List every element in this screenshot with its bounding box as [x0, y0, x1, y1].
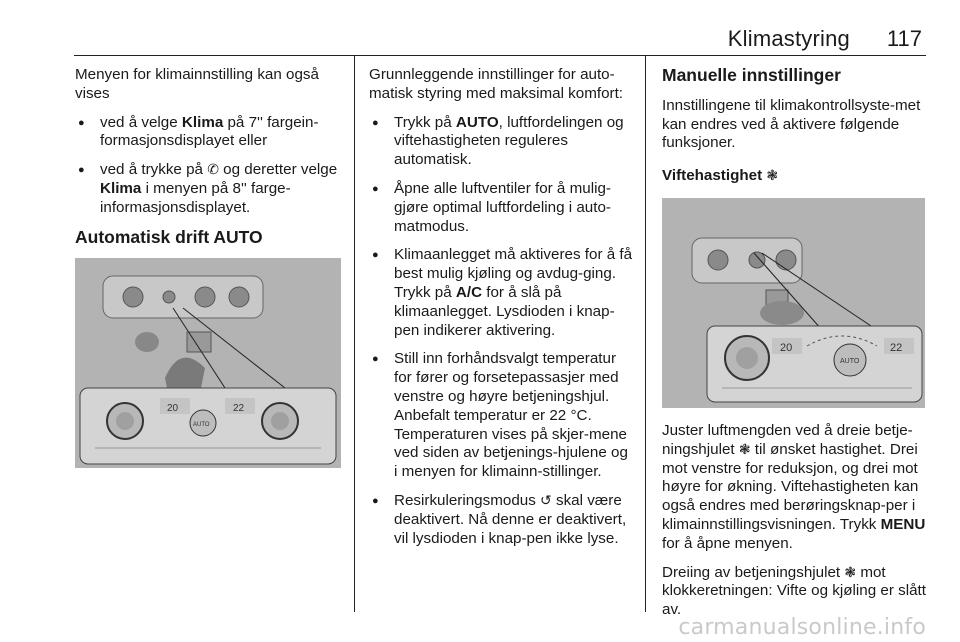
section-heading: Manuelle innstillinger	[662, 65, 841, 85]
page-number: 117	[886, 26, 922, 51]
list-item: ● Resirkuleringsmodus ↺ skal være deaktivert. Nå denne er deaktivert, vil lysdioden i knap-pen ikke lyse.	[369, 492, 635, 548]
climate-panel-illustration	[75, 258, 341, 468]
list-item: ● ved å velge Klima på 7'' fargein-formasjonsdisplayet eller	[75, 114, 345, 152]
intro-text: Innstillingene til klimakontrollsyste-met kan endres ved å aktivere følgende funksjoner.	[662, 96, 921, 152]
column-divider	[645, 56, 646, 612]
intro-text: Grunnleggende innstillinger for auto-matisk styring med maksimal komfort:	[369, 66, 624, 102]
page-title: Klimastyring	[727, 26, 850, 51]
watermark: carmanualsonline.info	[678, 615, 926, 640]
fan-icon: ❃	[738, 441, 751, 458]
column-1	[75, 66, 345, 468]
auto-label: AUTO	[840, 357, 860, 365]
climate-panel-image	[75, 258, 341, 468]
body-paragraph: Dreiing av betjeningshjulet ❃ mot klokkeretningen: Vifte og kjøling er slått av.	[662, 563, 926, 619]
subsection-heading: Viftehastighet ❃	[662, 167, 779, 185]
bullet-list	[369, 114, 635, 549]
temp-left-label: 20	[780, 341, 793, 354]
column-divider	[354, 56, 355, 612]
recirculation-icon: ↺	[540, 492, 552, 509]
bullet-list	[75, 114, 345, 218]
temp-left-label: 20	[167, 403, 179, 415]
body-paragraph: Juster luftmengden ved å dreie betje-ningshjulet ❃ til ønsket hastighet. Drei mot venstre for reduksjon, og drei mot høyre for økning. Viftehastigheten kan også endres med berøringsknap-per i klimainnstillingsvisningen. Trykk MENU for å åpne menyen.	[662, 421, 926, 552]
list-item: ● Trykk på AUTO, luftfordelingen og viftehastigheten reguleres automatisk.	[369, 114, 635, 170]
fan-control-illustration	[662, 198, 925, 408]
auto-label: AUTO	[193, 422, 210, 429]
phone-icon: ✆	[207, 162, 219, 179]
temp-right-label: 22	[890, 341, 903, 354]
list-item: ● Åpne alle luftventiler for å mulig-gjøre optimal luftfordeling i auto-matmodus.	[369, 180, 635, 236]
section-heading: Automatisk drift AUTO	[75, 226, 263, 247]
fan-icon: ❃	[844, 564, 857, 581]
header-rule	[74, 55, 926, 56]
list-item: ● ved å trykke på ✆ og deretter velge Klima i menyen på 8'' farge-informasjonsdisplayet.	[75, 161, 345, 217]
fan-icon: ❃	[766, 168, 779, 185]
page-header	[0, 0, 960, 56]
temp-right-label: 22	[233, 403, 245, 415]
list-item: ● Still inn forhåndsvalgt temperatur for fører og forsetepassasjer med venstre og høyre betjeningshjul. Anbefalt temperatur er 22 °C. Temperaturen vises på skjer-mene ved siden av betjenings-hjulene og i menyen for klimainn-stillinger.	[369, 350, 635, 482]
fan-control-image	[662, 198, 925, 408]
list-item: ● Klimaanlegget må aktiveres for å få best mulig kjøling og avdug-ging. Trykk på A/C for å slå på klimaanlegget. Lysdioden i knap-pen indikerer aktivering.	[369, 246, 635, 340]
intro-text: Menyen for klimainnstilling kan også vises	[75, 66, 319, 102]
column-3	[662, 66, 927, 630]
column-2	[369, 66, 635, 558]
